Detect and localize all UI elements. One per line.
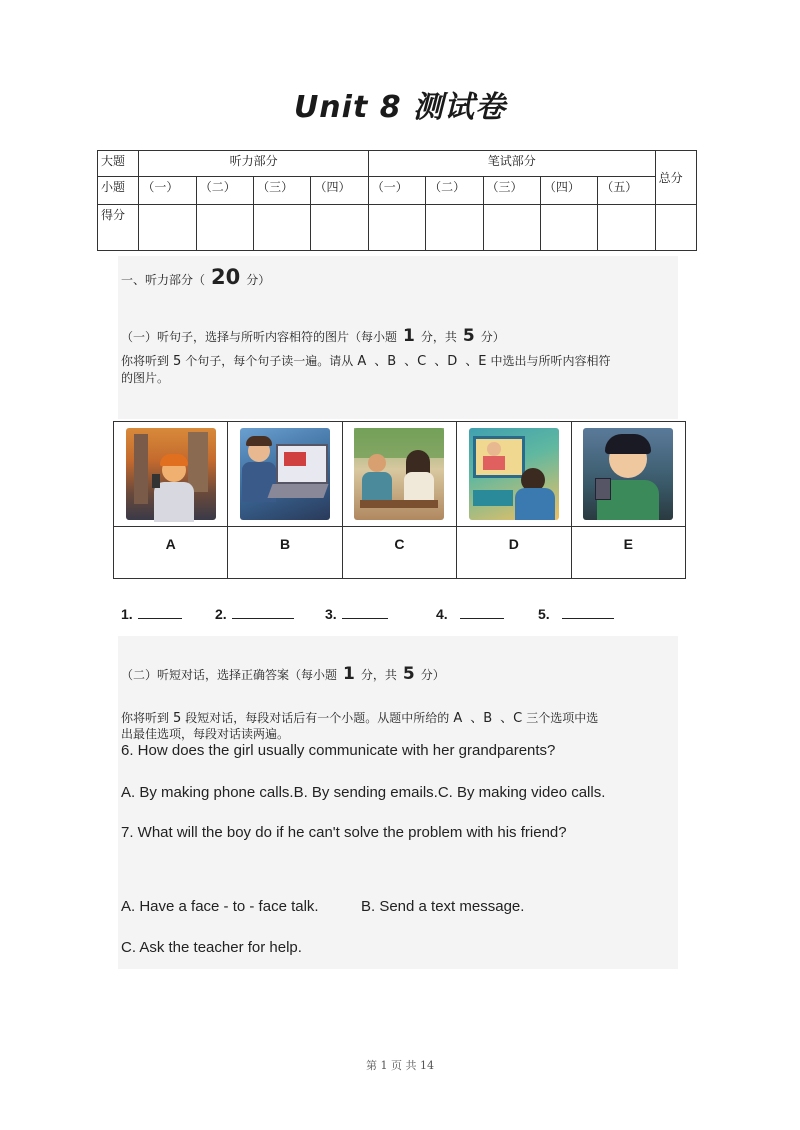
score-col-label: （四） (540, 177, 597, 205)
picture-label: A (114, 527, 228, 579)
section-panel-2 (118, 636, 678, 969)
question-7-option-c: C. Ask the teacher for help. (121, 939, 302, 956)
question-6-options: A. By making phone calls.B. By sending emails.C. By making video calls. (121, 784, 606, 801)
answer-number: 4. (436, 606, 448, 622)
part2-instructions-cont: 出最佳选项，每段对话读两遍。 (121, 727, 290, 741)
answer-blank[interactable] (562, 604, 614, 619)
score-cell[interactable] (540, 205, 597, 251)
answer-blank[interactable] (232, 604, 294, 619)
score-header-minor: 小题 (98, 177, 139, 205)
boy-texting-phone-image (583, 428, 673, 520)
part2-instructions: 你将听到 5 段短对话，每段对话后有一个小题。从题中所给的 A 、B 、C 三个选项中选 (121, 711, 599, 726)
part2-heading: （二）听短对话，选择正确答案（每小题 1 分，共 5 分） (121, 664, 445, 684)
question-7-option-b: B. Send a text message. (361, 898, 525, 915)
question-7-option-a: A. Have a face - to - face talk. (121, 898, 319, 915)
score-header-major: 大题 (98, 151, 139, 177)
picture-label: C (342, 527, 456, 579)
score-col-label: （四） (311, 177, 368, 205)
score-cell[interactable] (139, 205, 196, 251)
picture-table (113, 421, 686, 579)
picture-label: D (457, 527, 571, 579)
score-cell[interactable] (598, 205, 655, 251)
score-col-label: （五） (598, 177, 655, 205)
boy-video-call-image (469, 428, 559, 520)
answer-number: 2. (215, 606, 227, 622)
answer-blank[interactable] (342, 604, 388, 619)
page-footer: 第 1 页 共 14 (366, 1059, 434, 1072)
section-points: 20 (211, 265, 241, 289)
score-col-label: （二） (426, 177, 483, 205)
answer-number: 3. (325, 606, 337, 622)
score-col-label: （三） (483, 177, 540, 205)
score-table (97, 150, 697, 251)
answer-number: 1. (121, 606, 133, 622)
score-col-label: （二） (196, 177, 253, 205)
part1-instructions: 你将听到 5 个句子，每个句子读一遍。请从 A 、B 、C 、D 、E 中选出与所听内容相符 (121, 354, 611, 369)
score-cell[interactable] (426, 205, 483, 251)
answer-blank[interactable] (138, 604, 182, 619)
score-cell[interactable] (655, 205, 696, 251)
score-row-label: 得分 (98, 205, 139, 251)
score-col-label: （一） (368, 177, 425, 205)
page-title: Unit 8 测试卷 (293, 90, 507, 125)
question-7: 7. What will the boy do if he can't solve the problem with his friend? (121, 824, 567, 841)
couple-talking-cafe-image (354, 428, 444, 520)
boy-with-phone-by-window-image (126, 428, 216, 520)
answer-blank[interactable] (460, 604, 504, 619)
score-cell[interactable] (483, 205, 540, 251)
score-cell[interactable] (368, 205, 425, 251)
score-col-label: （一） (139, 177, 196, 205)
part1-instructions-cont: 的图片。 (121, 371, 170, 385)
score-cell[interactable] (196, 205, 253, 251)
score-header-total: 总分 (655, 151, 696, 205)
score-cell[interactable] (254, 205, 311, 251)
score-cell[interactable] (311, 205, 368, 251)
section-heading: 一、听力部分（ 20 分） (121, 265, 271, 289)
picture-label: B (228, 527, 342, 579)
score-col-label: （三） (254, 177, 311, 205)
question-6: 6. How does the girl usually communicate with her grandparents? (121, 742, 556, 759)
score-header-writing: 笔试部分 (368, 151, 655, 177)
part1-heading: （一）听句子，选择与所听内容相符的图片（每小题 1 分，共 5 分） (121, 326, 505, 346)
picture-label: E (571, 527, 685, 579)
score-header-listening: 听力部分 (139, 151, 368, 177)
man-typing-email-laptop-image (240, 428, 330, 520)
answer-number: 5. (538, 606, 550, 622)
